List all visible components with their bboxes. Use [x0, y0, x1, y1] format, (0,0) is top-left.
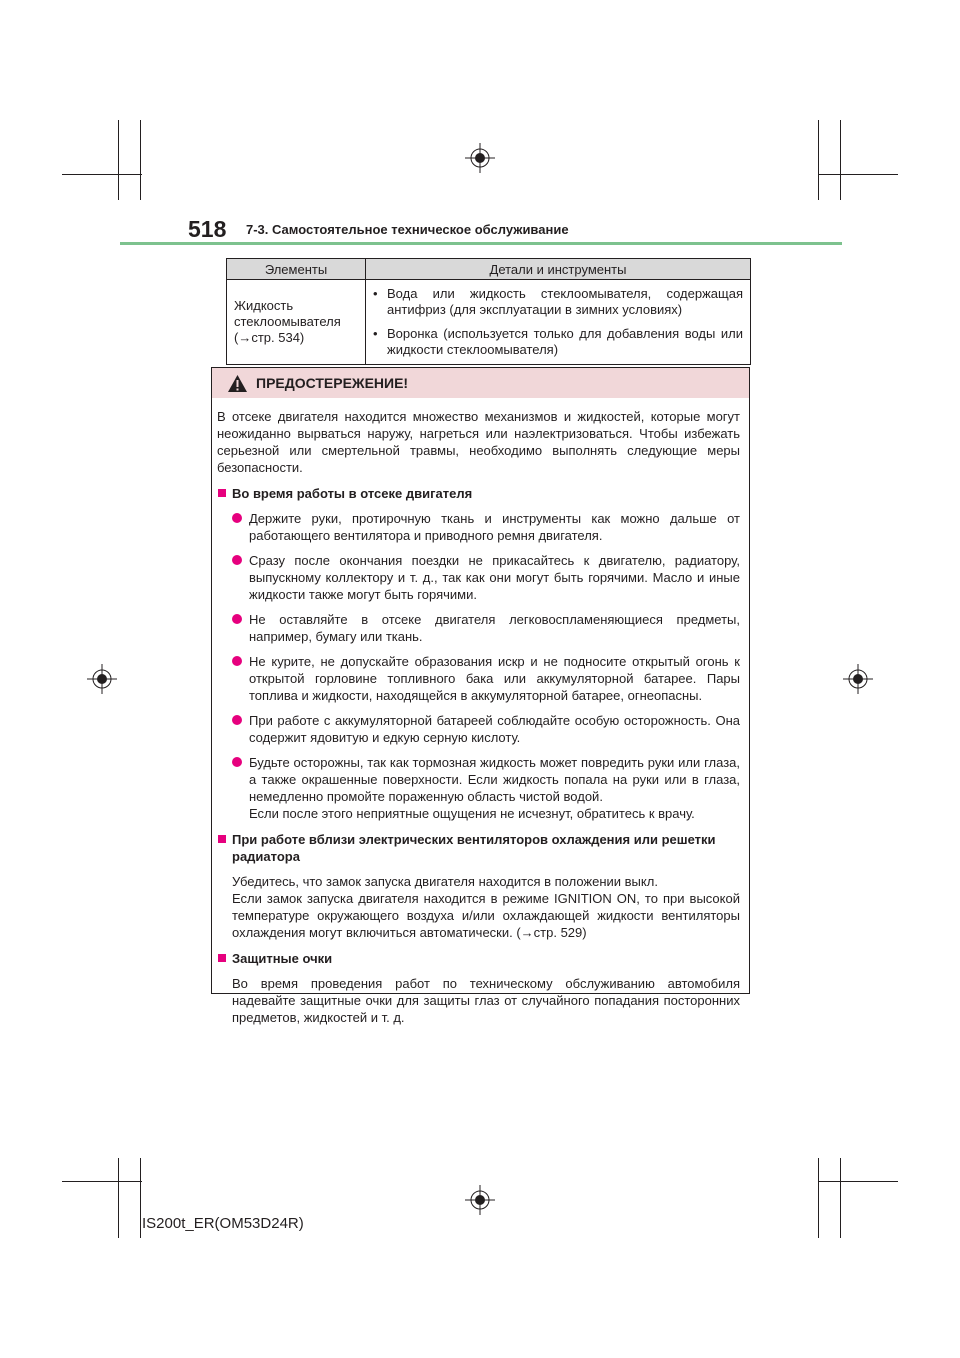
element-cell	[227, 280, 366, 365]
section-heading	[217, 485, 740, 502]
paragraph: Если замок запуска двигателя находится в режиме IGNITION ON, то при высокой температуре окружающего воздуха и/или охлаждающей жидкости вентиляторы охлаждения могут включиться автоматически. (→стр. 529)	[232, 891, 740, 940]
square-bullet-icon	[218, 954, 226, 962]
detail-item: • Воронка (используется только для добавления воды или жидкости стеклоомывателя)	[373, 326, 743, 358]
list-item-text: При работе с аккумуляторной батареей соблюдайте особую осторожность. Она содержит ядовитую и едкую серную кислоту.	[249, 713, 740, 745]
details-cell	[366, 280, 751, 365]
crop-mark	[62, 1181, 142, 1182]
square-bullet-icon	[218, 835, 226, 843]
column-header-elements: Элементы	[227, 259, 366, 280]
circle-bullet-icon	[232, 555, 242, 565]
caution-header	[212, 368, 749, 398]
section-heading	[217, 950, 740, 967]
crop-mark	[840, 120, 841, 200]
circle-bullet-icon	[232, 757, 242, 767]
list-item-text: Сразу после окончания поездки не прикасайтесь к двигателю, радиатору, выпускному коллектору и т. д., так как они могут быть горячими. Масло и иные жидкости также могут быть горячими.	[249, 553, 740, 602]
crop-mark	[118, 120, 119, 200]
list-item	[217, 653, 740, 704]
list-item-note: Если после этого неприятные ощущения не исчезнут, обратитесь к врачу.	[249, 806, 695, 821]
warning-triangle-icon	[227, 374, 248, 393]
document-code: IS200t_ER(OM53D24R)	[142, 1215, 304, 1232]
section-heading-text: Во время работы в отсеке двигателя	[232, 486, 473, 501]
list-item	[217, 510, 740, 544]
parts-table	[226, 258, 751, 365]
element-name-line2: стеклоомывателя	[234, 314, 341, 329]
table-header-row	[227, 259, 751, 280]
square-bullet-icon	[218, 489, 226, 497]
crop-mark	[818, 174, 898, 175]
column-header-details: Детали и инструменты	[366, 259, 751, 280]
circle-bullet-icon	[232, 715, 242, 725]
circle-bullet-icon	[232, 656, 242, 666]
list-item-text: Не курите, не допускайте образования искр и не подносите открытый огонь к открытой горловине топливного бака или аккумуляторной батарее. Пары топлива и жидкости, находящейся в аккумуляторной батарее, огнеопасны.	[249, 654, 740, 703]
crop-mark	[140, 120, 141, 200]
crop-mark	[818, 120, 819, 200]
list-item	[217, 712, 740, 746]
detail-item: • Вода или жидкость стеклоомывателя, содержащая антифриз (для эксплуатации в зимних условиях)	[373, 286, 743, 318]
list-item	[217, 611, 740, 645]
list-item	[217, 754, 740, 822]
section-title: 7-3. Самостоятельное техническое обслуживание	[246, 222, 569, 237]
list-item-text: Не оставляйте в отсеке двигателя легковоспламеняющиеся предметы, например, бумагу или ткань.	[249, 612, 740, 644]
header-divider	[120, 242, 842, 245]
crop-mark	[818, 1181, 898, 1182]
crop-mark	[840, 1158, 841, 1238]
element-page-ref: (→стр. 534)	[234, 330, 305, 345]
caution-intro: В отсеке двигателя находится множество механизмов и жидкостей, которые могут неожиданно вырваться наружу, нагреться или наэлектризоваться. Чтобы избежать серьезной или смертельной травмы, необходимо выполнять следующие меры безопасности.	[217, 409, 740, 475]
caution-title: ПРЕДОСТЕРЕЖЕНИЕ!	[256, 375, 409, 391]
caution-box	[211, 367, 750, 1025]
section-heading	[217, 831, 740, 865]
paragraph: Убедитесь, что замок запуска двигателя находится в положении выкл.	[232, 874, 658, 889]
registration-mark-icon	[843, 664, 873, 694]
section-heading-text: Защитные очки	[232, 951, 333, 966]
page-number: 518	[188, 216, 227, 242]
paragraph: Во время проведения работ по техническому обслуживанию автомобиля надевайте защитные очки для защиты глаз от случайного попадания посторонних предметов, жидкостей и т. д.	[232, 976, 740, 1025]
section-heading-text: При работе вблизи электрических вентиляторов охлаждения или решетки радиатора	[232, 832, 716, 864]
list-item-text: Будьте осторожны, так как тормозная жидкость может повредить руки или глаза, а также окрашенные поверхности. Если жидкость попала на руки или в глаза, немедленно промойте пораженную область чистой водой.	[249, 755, 740, 804]
crop-mark	[818, 1158, 819, 1238]
table-row	[227, 280, 751, 365]
crop-mark	[62, 174, 142, 175]
section-text	[217, 975, 740, 1026]
element-name-line1: Жидкость	[234, 298, 294, 313]
registration-mark-icon	[465, 1185, 495, 1215]
circle-bullet-icon	[232, 614, 242, 624]
caution-body	[212, 398, 749, 1026]
list-item-content	[249, 754, 740, 822]
crop-mark	[140, 1158, 141, 1238]
section-text	[217, 873, 740, 941]
crop-mark	[118, 1158, 119, 1238]
list-item-text: Держите руки, протирочную ткань и инструменты как можно дальше от работающего вентилятора и приводного ремня двигателя.	[249, 511, 740, 543]
list-item	[217, 552, 740, 603]
registration-mark-icon	[465, 143, 495, 173]
circle-bullet-icon	[232, 513, 242, 523]
registration-mark-icon	[87, 664, 117, 694]
